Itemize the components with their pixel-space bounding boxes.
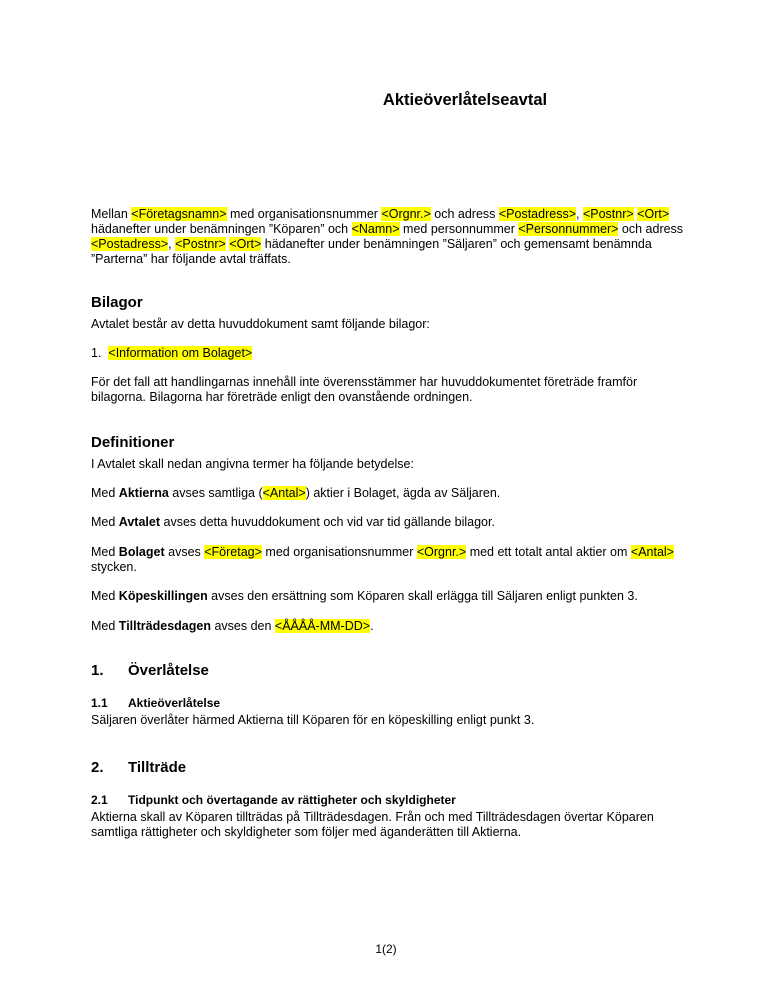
defined-term: Avtalet — [118, 515, 161, 529]
intro-text: med organisationsnummer — [226, 207, 382, 221]
placeholder-namn: <Namn> — [351, 222, 400, 236]
definition-text: avses — [164, 545, 205, 559]
definition-text: avses den ersättning som Köparen skall erlägga till Säljaren enligt punkten 3. — [207, 589, 638, 603]
placeholder-antal: <Antal> — [262, 486, 306, 500]
intro-text: , — [576, 207, 583, 221]
placeholder-orgnr: <Orgnr.> — [416, 545, 467, 559]
placeholder-orgnr: <Orgnr.> — [381, 207, 431, 221]
section-2-heading — [91, 759, 186, 777]
placeholder-postnr: <Postnr> — [175, 237, 226, 251]
section-1-1-heading — [91, 696, 220, 711]
placeholder-information-om-bolaget: <Information om Bolaget> — [108, 346, 253, 360]
placeholder-ort: <Ort> — [637, 207, 670, 221]
document-title: Aktieöverlåtelseavtal — [382, 91, 548, 109]
placeholder-antal: <Antal> — [630, 545, 674, 559]
section-number: 2. — [91, 759, 104, 776]
page-number: 1(2) — [375, 942, 397, 956]
placeholder-personnummer: <Personnummer> — [518, 222, 619, 236]
defined-term: Köpeskillingen — [118, 589, 208, 603]
bilagor-list-item — [91, 346, 691, 361]
intro-text: Mellan — [91, 207, 132, 221]
definition-text: Med — [91, 589, 119, 603]
definition-avtalet — [91, 515, 691, 530]
section-1-heading — [91, 662, 209, 680]
defined-term: Aktierna — [118, 486, 169, 500]
section-title: Tillträde — [128, 759, 187, 776]
intro-text: hädanefter under benämningen ”Säljaren” och gemensamt benämnda ”Parterna” har följande avtal träffats. — [91, 237, 652, 266]
section-2-1-heading — [91, 793, 456, 808]
placeholder-foretag: <Företag> — [204, 545, 262, 559]
definition-aktierna — [91, 486, 691, 501]
definition-kopeskillingen — [91, 589, 691, 604]
subsection-title: Aktieöverlåtelse — [128, 696, 221, 710]
heading-definitioner: Definitioner — [91, 434, 175, 451]
placeholder-ort: <Ort> — [229, 237, 262, 251]
definition-text: Med — [91, 486, 119, 500]
definition-text: avses detta huvuddokument och vid var tid gällande bilagor. — [160, 515, 495, 529]
definition-text: avses den — [210, 619, 275, 633]
intro-text: hädanefter under benämningen ”Köparen” och — [91, 222, 352, 236]
intro-text: med personnummer — [399, 222, 519, 236]
defined-term: Tillträdesdagen — [118, 619, 211, 633]
placeholder-postadress: <Postadress> — [91, 237, 169, 251]
section-title: Överlåtelse — [128, 662, 209, 679]
subsection-number: 2.1 — [91, 793, 108, 807]
section-1-1-text: Säljaren överlåter härmed Aktierna till Köparen för en köpeskilling enligt punkt 3. — [91, 713, 535, 727]
bilagor-note: För det fall att handlingarnas innehåll inte överensstämmer har huvuddokumentet företräde framför bilagorna. Bilagorna har företräde enligt den ovanstående ordningen. — [91, 375, 638, 404]
intro-text: , — [168, 237, 176, 251]
section-number: 1. — [91, 662, 104, 679]
intro-text: och adress — [430, 207, 499, 221]
definition-text: avses samtliga ( — [168, 486, 263, 500]
definition-text: . — [370, 619, 374, 633]
definition-text: Med — [91, 545, 119, 559]
list-number: 1. — [91, 346, 102, 360]
placeholder-datum: <ÅÅÅÅ-MM-DD> — [274, 619, 371, 633]
heading-bilagor: Bilagor — [91, 294, 143, 311]
definition-text: ) aktier i Bolaget, ägda av Säljaren. — [305, 486, 501, 500]
section-2-1-text: Aktierna skall av Köparen tillträdas på Tillträdesdagen. Från och med Tillträdesdagen övertar Köparen samtliga rättigheter och skyldigheter som följer med äganderätten till Aktierna. — [91, 810, 654, 839]
placeholder-postnr: <Postnr> — [582, 207, 634, 221]
subsection-title: Tidpunkt och övertagande av rättigheter och skyldigheter — [128, 793, 456, 807]
subsection-number: 1.1 — [91, 696, 108, 710]
placeholder-postadress: <Postadress> — [498, 207, 577, 221]
definition-text: Med — [91, 515, 119, 529]
definition-text: med organisationsnummer — [261, 545, 417, 559]
bilagor-intro: Avtalet består av detta huvuddokument samt följande bilagor: — [91, 317, 430, 331]
defined-term: Bolaget — [118, 545, 165, 559]
definition-text: stycken. — [91, 560, 137, 574]
definition-tilltradesdagen — [91, 619, 691, 634]
definition-text: Med — [91, 619, 119, 633]
intro-text: och adress — [618, 222, 684, 236]
placeholder-foretagsnamn: <Företagsnamn> — [131, 207, 227, 221]
intro-paragraph — [91, 207, 691, 267]
definition-text: med ett totalt antal aktier om — [466, 545, 631, 559]
definitioner-intro: I Avtalet skall nedan angivna termer ha följande betydelse: — [91, 457, 414, 471]
definition-bolaget — [91, 545, 691, 575]
